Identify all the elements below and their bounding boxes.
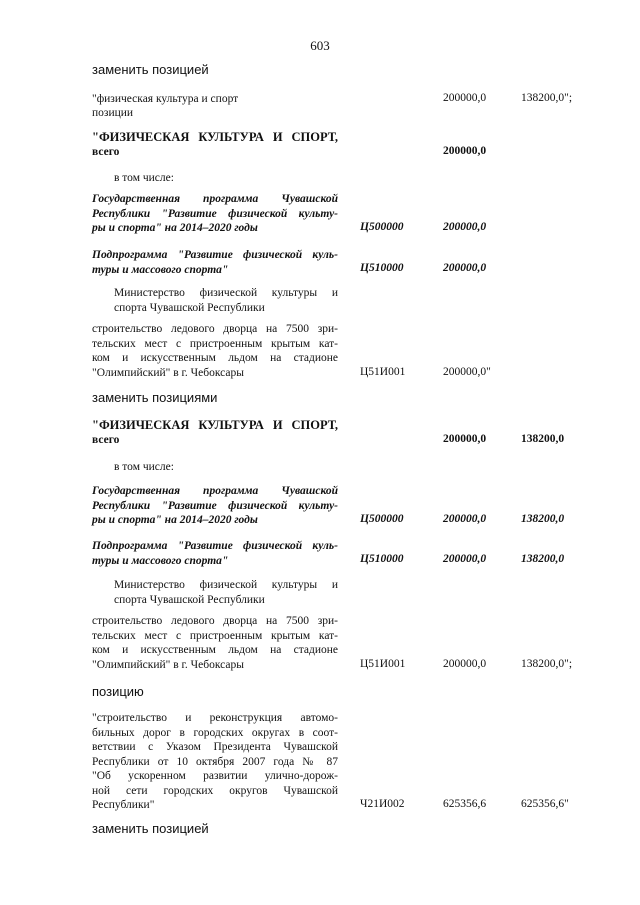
state-program-value-1: 200000,0 — [443, 221, 487, 233]
construction-value-1: 200000,0 — [443, 658, 487, 670]
total-value-1: 200000,0 — [443, 433, 487, 445]
state-program-label: Государственная программа Чувашской Республики "Развитие физической культу- ры и спорта" на 2014–2020 годы — [92, 485, 338, 526]
construction-label: строительство ледового дворца на 7500 зри- тельских мест с пристроенным крытым кат- ком и искусственным льдом на стадионе "Олимпийский" в г. Чебоксары — [92, 615, 338, 671]
state-program-label: Государственная программа Чувашской Республики "Развитие физической культу- ры и спорта" на 2014–2020 годы — [92, 193, 338, 234]
row-value-2: 138200,0"; — [521, 92, 573, 104]
subprogram-label: Подпрограмма "Развитие физической куль- туры и массового спорта" — [92, 540, 338, 567]
total-value-2: 138200,0 — [521, 433, 565, 445]
instruction-position: позицию — [92, 684, 144, 699]
road-construction-label: "строительство и реконструкция автомо- бильных дорог в городских округах в соот- ветствии с Указом Президента Чувашской Республики от 10 октября 2007 года № 87 "Об ускоренном развитии улично-дорож- ной сети городских округов Чувашской Республики" — [92, 712, 338, 811]
subprogram-value-1: 200000,0 — [443, 553, 487, 565]
state-program-code: Ц500000 — [360, 221, 404, 233]
subprogram-value-1: 200000,0 — [443, 262, 487, 274]
state-program-value-2: 138200,0 — [521, 513, 565, 525]
construction-code: Ц51И001 — [360, 366, 406, 378]
road-construction-code: Ч21И002 — [360, 798, 405, 810]
road-construction-value-1: 625356,6 — [443, 798, 487, 810]
state-program-code: Ц500000 — [360, 513, 404, 525]
subprogram-code: Ц510000 — [360, 553, 404, 565]
ministry-label: Министерство физической культуры и спорта Чувашской Республики — [114, 579, 338, 606]
row-label: "физическая культура и спорт — [92, 93, 239, 105]
construction-label: строительство ледового дворца на 7500 зри- тельских мест с пристроенным крытым кат- ком и искусственным льдом на стадионе "Олимпийский" в г. Чебоксары — [92, 323, 338, 379]
subprogram-value-2: 138200,0 — [521, 553, 565, 565]
total-value-1: 200000,0 — [443, 145, 487, 157]
page-number: 603 — [310, 38, 330, 53]
instruction-replace-multiple: заменить позициями — [92, 390, 218, 405]
construction-value-1: 200000,0" — [443, 366, 491, 378]
subprogram-code: Ц510000 — [360, 262, 404, 274]
row-value-1: 200000,0 — [443, 92, 487, 104]
row-label: позиции — [92, 107, 134, 119]
construction-value-2: 138200,0"; — [521, 658, 573, 670]
section-total-heading: "ФИЗИЧЕСКАЯ КУЛЬТУРА И СПОРТ, всего — [92, 130, 338, 158]
including-label: в том числе: — [114, 461, 174, 473]
including-label: в том числе: — [114, 172, 174, 184]
construction-code: Ц51И001 — [360, 658, 406, 670]
section-total-heading: "ФИЗИЧЕСКАЯ КУЛЬТУРА И СПОРТ, всего — [92, 418, 338, 446]
ministry-label: Министерство физической культуры и спорта Чувашской Республики — [114, 287, 338, 314]
state-program-value-1: 200000,0 — [443, 513, 487, 525]
road-construction-value-2: 625356,6" — [521, 798, 569, 810]
subprogram-label: Подпрограмма "Развитие физической куль- туры и массового спорта" — [92, 249, 338, 276]
instruction-replace-single: заменить позицией — [92, 62, 209, 77]
instruction-replace-single: заменить позицией — [92, 821, 209, 836]
